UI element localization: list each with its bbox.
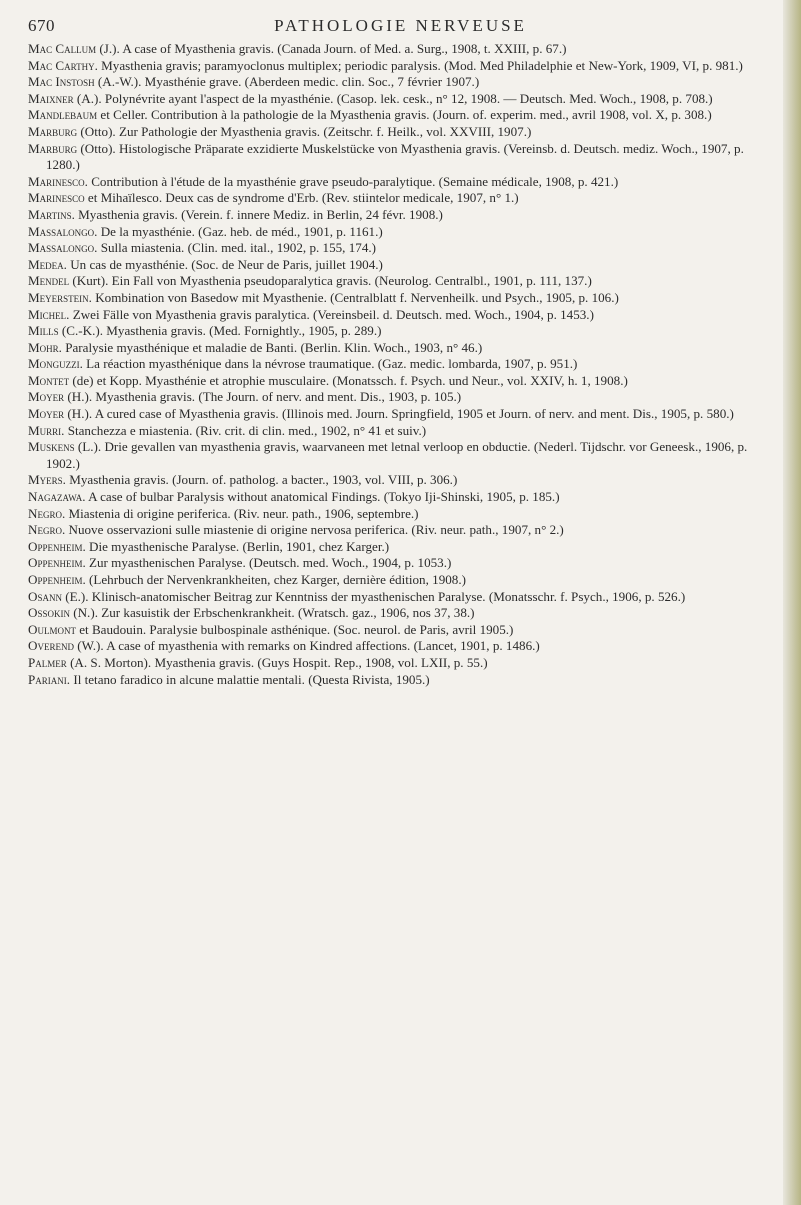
bibliography-entry — [28, 323, 770, 340]
bibliography-entry — [28, 406, 770, 423]
bibliography-entry — [28, 257, 770, 274]
entry-author: Marburg — [28, 123, 78, 139]
entry-author: Medea. — [28, 256, 67, 272]
entry-author: Montet — [28, 372, 70, 388]
entry-author: Meyerstein. — [28, 289, 92, 305]
bibliography-entry — [28, 307, 770, 324]
entry-author: Palmer — [28, 654, 67, 670]
entry-author: Martins. — [28, 206, 75, 222]
entry-author: Oppenheim. — [28, 572, 86, 587]
bibliography-entry — [28, 672, 770, 689]
page-edge-shadow — [783, 0, 801, 1205]
entry-author: Marinesco — [28, 190, 85, 206]
entry-author: Nagazawa. — [28, 489, 86, 505]
bibliography-entry — [28, 572, 770, 589]
entry-text: Zwei Fälle von Myasthenia gravis paralytica. (Vereinsbeil. d. Deutsch. med. Woch., 1904, p. 1453.) — [69, 306, 594, 322]
entry-author: Murri. — [28, 422, 65, 438]
entry-text: et Celler. Contribution à la pathologie de la Myasthenia gravis. (Journ. of. experim. med., avril 1908, vol. X, p. 308.) — [97, 107, 712, 123]
bibliography-entry — [28, 190, 770, 207]
bibliography-entry — [28, 273, 770, 290]
bibliography-entry — [28, 655, 770, 672]
entry-text: La réaction myasthénique dans la névrose traumatique. (Gaz. medic. lombarda, 1907, p. 951.) — [82, 356, 578, 372]
bibliography-entry — [28, 174, 770, 191]
bibliography-entry — [28, 472, 770, 489]
entry-text: Sulla miastenia. (Clin. med. ital., 1902, p. 155, 174.) — [97, 240, 376, 256]
entry-author: Pariani. — [28, 671, 71, 687]
entry-text: Stanchezza e miastenia. (Riv. crit. di clin. med., 1902, n° 41 et suiv.) — [64, 422, 427, 438]
entry-text: (H.). Myasthenia gravis. (The Journ. of nerv. and ment. Dis., 1903, p. 105.) — [64, 389, 462, 405]
entry-text: Paralysie myasthénique et maladie de Banti. (Berlin. Klin. Woch., 1903, n° 46.) — [61, 339, 483, 355]
entry-text: (L.). Drie gevallen van myasthenia gravis, waarvaneen met letnal verloop en obductie. (Nederl. Tijdschr. vor Geneesk., 1906, p. 1902.) — [46, 439, 748, 471]
entry-text: Un cas de myasthénie. (Soc. de Neur de Paris, juillet 1904.) — [66, 256, 383, 272]
bibliography-entry — [28, 539, 770, 556]
entry-author: Monguzzi. — [28, 356, 83, 372]
bibliography-entry — [28, 74, 770, 91]
entry-author: Mac Instosh — [28, 74, 95, 90]
bibliography-entry — [28, 41, 770, 58]
bibliography-entry — [28, 290, 770, 307]
bibliography-entry — [28, 240, 770, 257]
bibliography-entry — [28, 605, 770, 622]
entry-author: Maixner — [28, 90, 74, 106]
entry-text: Myasthenia gravis. (Verein. f. innere Mediz. in Berlin, 24 févr. 1908.) — [74, 206, 443, 222]
entry-author: Oppenheim. — [28, 538, 86, 554]
bibliography-entry — [28, 207, 770, 224]
entry-text: De la myasthénie. (Gaz. heb. de méd., 1901, p. 1161.) — [97, 223, 383, 239]
entry-author: Overend — [28, 638, 74, 654]
entry-text: (E.). Klinisch-anatomischer Beitrag zur Kenntniss der myasthenischen Paralyse. (Monatsschr. f. Psych., 1906, p. 526.) — [61, 588, 686, 604]
entry-text: (C.-K.). Myasthenia gravis. (Med. Fornightly., 1905, p. 289.) — [58, 323, 382, 339]
entry-text: (Lehrbuch der Nervenkrankheiten, chez Karger, dernière édition, 1908.) — [85, 572, 466, 587]
entry-text: Miastenia di origine periferica. (Riv. neur. path., 1906, septembre.) — [65, 505, 419, 521]
entry-text: Myasthenia gravis. (Journ. of. patholog. a bacter., 1903, vol. VIII, p. 306.) — [65, 472, 458, 488]
bibliography-entry — [28, 224, 770, 241]
entry-author: Massalongo. — [28, 240, 98, 256]
bibliography-entry — [28, 124, 770, 141]
entry-author: Osann — [28, 588, 62, 604]
entry-text: Kombination von Basedow mit Myasthenie. (Centralblatt f. Nervenheilk. und Psych., 1905, p. 106.) — [91, 289, 619, 305]
entry-text: (Kurt). Ein Fall von Myasthenia pseudoparalytica gravis. (Neurolog. Centralbl., 1901, p. 111, 137.) — [69, 273, 592, 289]
bibliography-entry — [28, 107, 770, 124]
entry-text: (Otto). Histologische Präparate exzidierte Muskelstücke von Myasthenia gravis. (Vereinsb. d. Deutsch. mediz. Woch., 1907, p. 1280.) — [46, 140, 744, 173]
entry-author: Mac Carthy. — [28, 57, 98, 73]
bibliography-list — [28, 41, 770, 688]
entry-author: Marinesco. — [28, 173, 88, 189]
bibliography-entry — [28, 522, 770, 539]
entry-author: Mac Callum — [28, 41, 97, 56]
page-header — [0, 8, 801, 38]
entry-text: (de) et Kopp. Myasthénie et atrophie musculaire. (Monatssch. f. Psych. und Neur., vol. XXIV, h. 1, 1908.) — [69, 372, 628, 388]
entry-text: Zur myasthenischen Paralyse. (Deutsch. med. Woch., 1904, p. 1053.) — [85, 555, 452, 571]
entry-text: Il tetano faradico in alcune malattie mentali. (Questa Rivista, 1905.) — [70, 671, 430, 687]
entry-author: Oppenheim. — [28, 555, 86, 571]
entry-author: Mendel — [28, 273, 70, 289]
running-title: PATHOLOGIE NERVEUSE — [274, 16, 527, 35]
entry-author: Massalongo. — [28, 223, 98, 239]
bibliography-entry — [28, 622, 770, 639]
entry-author: Ossokin — [28, 605, 70, 621]
entry-text: A case of bulbar Paralysis without anatomical Findings. (Tokyo Iji-Shinski, 1905, p. 185.) — [85, 489, 560, 505]
bibliography-entry — [28, 638, 770, 655]
entry-text: (A. S. Morton). Myasthenia gravis. (Guys Hospit. Rep., 1908, vol. LXII, p. 55.) — [66, 654, 488, 670]
bibliography-entry — [28, 58, 770, 75]
bibliography-entry — [28, 340, 770, 357]
bibliography-entry — [28, 489, 770, 506]
entry-author: Myers. — [28, 472, 66, 488]
entry-author: Mohr. — [28, 339, 62, 355]
entry-author: Mandlebaum — [28, 107, 98, 123]
bibliography-entry — [28, 506, 770, 523]
entry-author: Michel. — [28, 306, 70, 322]
entry-text: Myasthenia gravis; paramyoclonus multiplex; periodic paralysis. (Mod. Med Philadelphie et New-York, 1909, VI, p. 981.) — [97, 57, 743, 73]
entry-text: Die myasthenische Paralyse. (Berlin, 1901, chez Karger.) — [85, 538, 390, 554]
entry-author: Oulmont — [28, 621, 76, 637]
entry-author: Moyer — [28, 406, 65, 422]
page-number: 670 — [28, 16, 55, 35]
entry-author: Negro. — [28, 522, 66, 538]
bibliography-entry — [28, 91, 770, 108]
bibliography-entry — [28, 389, 770, 406]
entry-text: et Mihaïlesco. Deux cas de syndrome d'Erb. (Rev. stiintelor medicale, 1907, n° 1.) — [84, 190, 519, 206]
entry-author: Moyer — [28, 389, 65, 405]
bibliography-entry — [28, 141, 770, 174]
bibliography-entry — [28, 373, 770, 390]
entry-author: Negro. — [28, 505, 66, 521]
entry-text: (A.-W.). Myasthénie grave. (Aberdeen medic. clin. Soc., 7 février 1907.) — [94, 74, 480, 90]
entry-text: et Baudouin. Paralysie bulbospinale asthénique. (Soc. neurol. de Paris, avril 1905.) — [75, 621, 514, 637]
bibliography-entry — [28, 555, 770, 572]
entry-text: (Otto). Zur Pathologie der Myasthenia gravis. (Zeitschr. f. Heilk., vol. XXVIII, 1907.) — [77, 123, 532, 139]
entry-text: (J.). A case of Myasthenia gravis. (Canada Journ. of Med. a. Surg., 1908, t. XXIII, p. 67.) — [96, 41, 567, 56]
bibliography-entry — [28, 356, 770, 373]
bibliography-entry — [28, 423, 770, 440]
entry-text: (W.). A case of myasthenia with remarks on Kindred affections. (Lancet, 1901, p. 1486.) — [73, 638, 540, 654]
entry-author: Mills — [28, 323, 59, 339]
entry-text: (H.). A cured case of Myasthenia gravis. (Illinois med. Journ. Springfield, 1905 et Journ. of nerv. and ment. Dis., 1905, p. 580.) — [64, 406, 734, 422]
entry-text: (A.). Polynévrite ayant l'aspect de la myasthénie. (Casop. lek. cesk., n° 12, 1908. — Deutsch. Med. Woch., 1908, p. 708.) — [73, 90, 713, 106]
bibliography-entry — [28, 439, 770, 472]
entry-author: Marburg — [28, 140, 78, 156]
entry-author: Muskens — [28, 439, 75, 455]
entry-text: (N.). Zur kasuistik der Erbschenkrankheit. (Wratsch. gaz., 1906, nos 37, 38.) — [69, 605, 475, 621]
bibliography-entry — [28, 589, 770, 606]
entry-text: Nuove osservazioni sulle miastenie di origine nervosa periferica. (Riv. neur. path., 1907, n° 2.) — [65, 522, 564, 538]
entry-text: Contribution à l'étude de la myasthénie grave pseudo-paralytique. (Semaine médicale, 1908, p. 421.) — [87, 173, 619, 189]
